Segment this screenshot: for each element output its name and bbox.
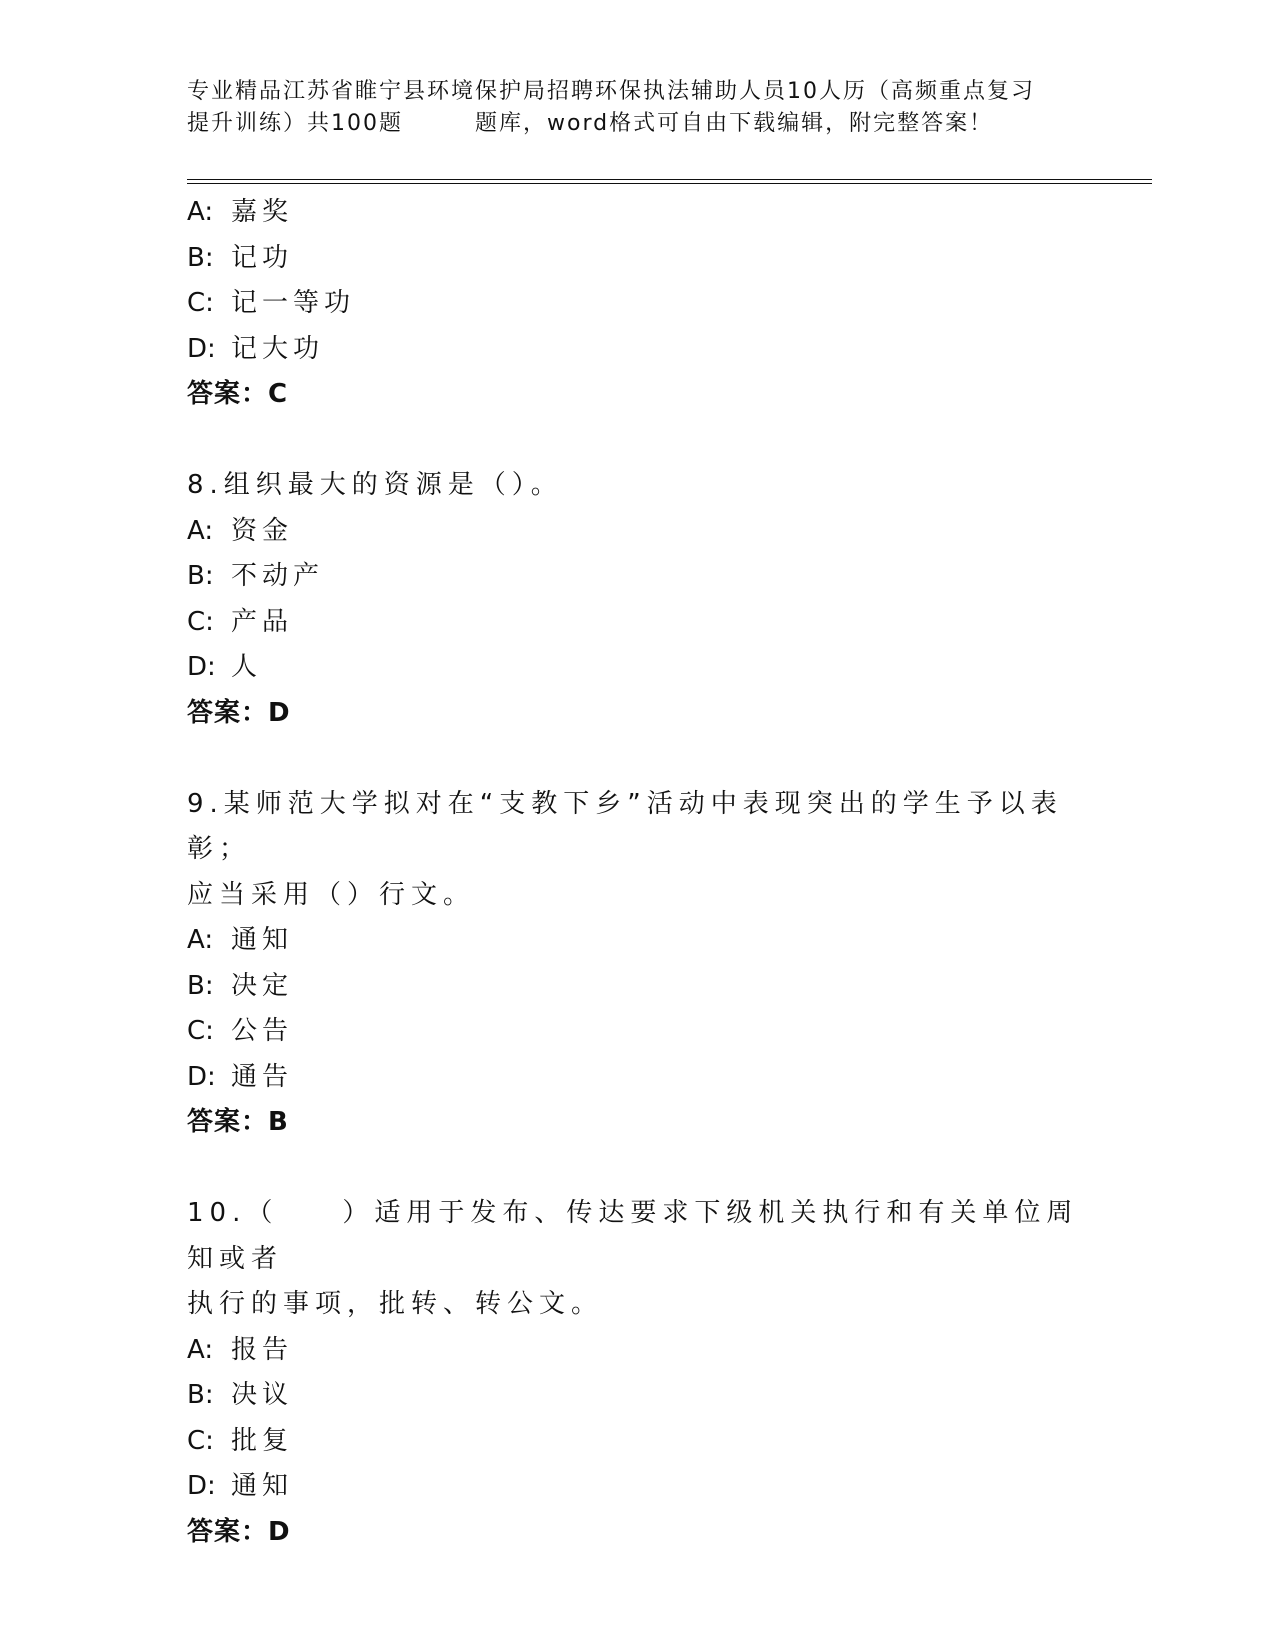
option-text: 产品 — [231, 606, 294, 637]
header-rule-top — [187, 179, 1152, 180]
header-line-2-part-2: 题库，word格式可自由下载编辑，附完整答案！ — [475, 111, 994, 136]
option-letter: A: — [187, 515, 214, 546]
option-letter: C: — [187, 288, 214, 318]
option-letter: B: — [187, 242, 214, 273]
option-text: 人 — [231, 652, 263, 682]
option-b — [187, 236, 1107, 282]
option-d — [187, 1055, 1107, 1101]
question-stem: 8.组织最大的资源是（）。 — [187, 470, 563, 500]
header-rule-bottom — [187, 183, 1152, 184]
question-stem-line-1: 10.（ ）适用于发布、传达要求下级机关执行和有关单位周知或者 — [187, 1198, 1079, 1274]
page-header — [187, 76, 1087, 140]
option-text: 资金 — [231, 515, 294, 546]
question-10 — [187, 1191, 1107, 1555]
question-8 — [187, 463, 1107, 736]
option-c — [187, 1009, 1107, 1055]
option-b — [187, 1373, 1107, 1419]
option-a — [187, 190, 1107, 236]
option-letter: C: — [187, 606, 214, 637]
option-c — [187, 1419, 1107, 1465]
option-b — [187, 554, 1107, 600]
option-letter: C: — [187, 1425, 214, 1456]
option-text: 通知 — [231, 925, 294, 955]
option-text: 记大功 — [231, 333, 325, 364]
answer: 答案：D — [187, 697, 291, 728]
option-c — [187, 281, 1107, 327]
option-letter: D: — [187, 1061, 216, 1092]
option-a — [187, 1328, 1107, 1374]
answer: 答案：D — [187, 1516, 291, 1547]
option-d — [187, 1464, 1107, 1510]
option-letter: A: — [187, 1334, 214, 1365]
option-text: 公告 — [231, 1016, 294, 1046]
header-line-1: 专业精品江苏省睢宁县环境保护局招聘环保执法辅助人员10人历（高频重点复习 — [187, 79, 1035, 104]
header-line-2 — [187, 108, 1087, 140]
option-a — [187, 918, 1107, 964]
option-text: 决议 — [231, 1380, 294, 1410]
option-text: 批复 — [231, 1425, 294, 1456]
option-letter: D: — [187, 652, 216, 682]
question-list — [187, 190, 1107, 1555]
option-letter: C: — [187, 1016, 214, 1046]
option-letter: D: — [187, 333, 216, 364]
option-text: 通知 — [231, 1471, 294, 1501]
question-9 — [187, 782, 1107, 1146]
option-text: 通告 — [231, 1061, 294, 1092]
option-a — [187, 509, 1107, 555]
question-stem-line-1: 9.某师范大学拟对在“支教下乡”活动中表现突出的学生予以表彰； — [187, 788, 1063, 864]
option-d — [187, 645, 1107, 691]
option-text: 报告 — [231, 1334, 294, 1365]
option-text: 记一等功 — [231, 288, 356, 318]
option-letter: D: — [187, 1471, 216, 1501]
answer: 答案：B — [187, 1107, 289, 1137]
option-c — [187, 600, 1107, 646]
question-stem-line-2: 应当采用（）行文。 — [187, 879, 476, 910]
option-letter: B: — [187, 1380, 214, 1410]
question-7 — [187, 190, 1107, 418]
option-text: 嘉奖 — [231, 197, 294, 227]
option-letter: B: — [187, 561, 214, 591]
header-line-2-part-1: 提升训练）共100题 — [187, 111, 403, 136]
option-text: 不动产 — [231, 561, 325, 591]
option-d — [187, 327, 1107, 373]
question-stem-line-2: 执行的事项，批转、转公文。 — [187, 1289, 604, 1319]
answer: 答案：C — [187, 379, 289, 409]
option-letter: A: — [187, 197, 214, 227]
option-text: 决定 — [231, 970, 294, 1001]
option-b — [187, 964, 1107, 1010]
option-text: 记功 — [231, 242, 294, 273]
option-letter: A: — [187, 925, 214, 955]
option-letter: B: — [187, 970, 214, 1001]
